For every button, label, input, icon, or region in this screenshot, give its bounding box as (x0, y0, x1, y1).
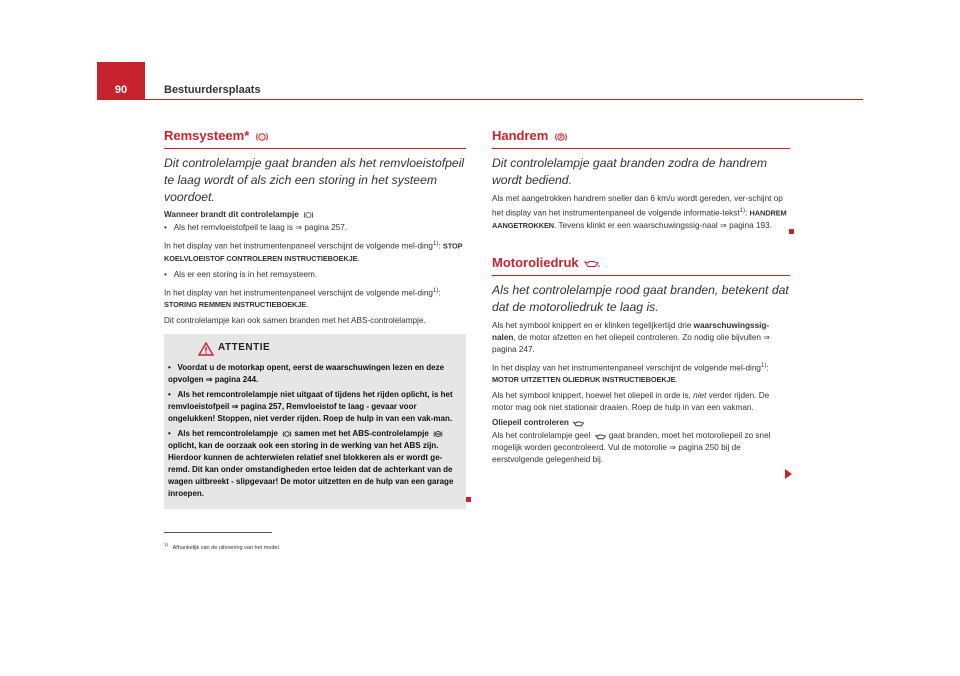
oil-can-icon (573, 420, 585, 427)
bullet-item: • Als er een storing is in het remsysteem. (164, 269, 318, 279)
footnote-ref: 1) (433, 241, 439, 247)
next-page-arrow-icon (784, 469, 792, 479)
lead-text: Dit controlelampje gaat branden zodra de handrem wordt bediend. (492, 156, 768, 187)
paragraph (492, 320, 790, 356)
text: : (438, 241, 443, 251)
abs-icon (433, 430, 443, 438)
text: . (357, 253, 360, 263)
subheading (164, 210, 466, 219)
text: Als het symbool knippert, hoewel het oliepeil in orde is, (492, 391, 691, 401)
paragraph (492, 360, 790, 387)
right-column (492, 127, 790, 470)
bullet-item: • Als het remvloeistofpeil te laag is ⇒ pagina 257. (164, 223, 348, 232)
paragraph (492, 430, 790, 466)
text: . (675, 375, 678, 385)
section-heading-handrem (492, 127, 790, 145)
text: Als het symbool knippert en er klinken tegelijkertijd drie (492, 320, 692, 330)
display-message: STORING REMMEN INSTRUCTIEBOEKJE (164, 300, 307, 310)
subheading-text: Oliepeil controleren (492, 418, 569, 428)
heading-rule (164, 148, 466, 149)
warning-title: ATTENTIE (218, 342, 271, 354)
warning-text: samen met het ABS-controlelampje (294, 429, 429, 439)
heading-rule (492, 148, 790, 149)
text: Als het controlelampje geel (492, 431, 591, 441)
svg-text:!: ! (261, 134, 263, 140)
page-number: 90 (114, 84, 128, 96)
text: gaat branden, moet het motoroliepeil zo snel mogelijk worden gecontroleerd. Vul de motorolie ⇒ pagina 250 bij de eerstvolgende gelegenheid bij. (492, 431, 771, 465)
text: . (306, 300, 309, 310)
warning-text: Als het remcontrolelampje (177, 429, 278, 439)
brake-warning-icon (282, 430, 292, 438)
subheading (492, 418, 790, 427)
lead-text: Als het controlelampje rood gaat branden, betekent dat dat de motoroliedruk te laag is. (492, 282, 789, 314)
display-message: MOTOR UITZETTEN OLIEDRUK INSTRUCTIEBOEKJE (492, 375, 676, 385)
subheading-text: Wanneer brandt dit controlelampje (164, 210, 299, 219)
paragraph (492, 193, 790, 232)
footnote-text: Afhankelijk van de uitvoering van het model. (172, 544, 281, 551)
footnote-ref: 1) (739, 208, 745, 214)
display-message: HANDREM AANGETROKKEN (492, 208, 787, 230)
bullet-text: Als er een storing is in het remsysteem. (173, 269, 318, 279)
text: , de motor afzetten en het oliepeil controleren. Zo nodig olie bijvullen ⇒ pagina 247. (492, 332, 771, 354)
warning-text: Voordat u de motorkap opent, eerst de waarschuwingen lezen en deze opvolgen ⇒ pagina 244. (168, 363, 445, 385)
footnote-marker: 1) (164, 542, 169, 547)
display-message: STOP KOELVLOEISTOF CONTROLEREN INSTRUCTIEBOEKJE (164, 241, 463, 263)
section-heading-motoroliedruk (492, 254, 790, 272)
oil-can-icon (595, 433, 607, 440)
section-end-marker (789, 229, 794, 234)
heading-text: Remsysteem* (164, 128, 250, 143)
paragraph: Dit controlelampje kan ook samen branden met het ABS-controlelampje. (164, 316, 426, 326)
left-column (164, 127, 466, 509)
warning-box (164, 334, 466, 509)
paragraph (492, 390, 790, 414)
footnote-rule (164, 532, 272, 533)
text: In het display van het instrumentenpaneel verschijnt de volgende mel-ding (164, 288, 433, 298)
text: In het display van het instrumentenpaneel verschijnt de volgende mel-ding (164, 241, 433, 251)
oil-can-icon (584, 259, 600, 268)
text: verder rijden. De motor mag ook niet stationair draaien. Roep de hulp in van een vakman. (492, 391, 770, 413)
handbrake-icon (554, 132, 568, 142)
section-heading-remsysteem (164, 127, 466, 145)
section-end-marker (466, 497, 471, 502)
paragraph (164, 238, 466, 265)
warning-bullet: • Voordat u de motorkap opent, eerst de waarschuwingen lezen en deze opvolgen ⇒ pagina 244. (168, 363, 445, 385)
paragraph (164, 285, 466, 312)
warning-bullet: • Als het remcontrolelampje niet uitgaat of tijdens het rijden oplicht, is het remvloeistofpeil ⇒ pagina 257, Remvloeistof te laag - gevaar voor ongelukken! Stoppen, niet verder rijden. Roep de hulp in van een vak-man. (168, 390, 453, 424)
text: . Tevens klinkt er een waarschuwingssig-naal ⇒ pagina 193. (554, 220, 772, 230)
header-rule (145, 99, 863, 100)
brake-warning-icon (255, 132, 269, 142)
bullet-text: Als het remvloeistofpeil te laag is ⇒ pagina 257. (173, 223, 348, 232)
heading-text: Handrem (492, 128, 549, 143)
heading-text: Motoroliedruk (492, 254, 579, 270)
italic-text: niet (693, 391, 707, 401)
lead-text: Dit controlelampje gaat branden als het remvloeistofpeil te laag wordt of als zich een storing in het systeem voordoet. (164, 156, 465, 204)
svg-text:P: P (559, 134, 563, 141)
text: In het display van het instrumentenpaneel verschijnt de volgende mel-ding (492, 363, 761, 373)
brake-warning-icon (303, 211, 314, 219)
warning-bullet: • Als het remcontrolelampje samen met het ABS-controlelampje oplicht, kan de oorzaak ook een storing in de werking van het ABS zijn. Hierdoor kunnen de achterwielen relatief snel blokkeren als er wordt ge-remd. Dit kan onder omstandigheden ertoe leiden dat de achterkant van de wagen uitbreekt - slipgevaar! De motor uitzetten en de hulp van een garage inroepen. (168, 429, 454, 499)
bold-text: waarschuwingssig-nalen (492, 320, 770, 342)
text: Als met aangetrokken handrem sneller dan 6 km/u wordt gereden, ver-schijnt op het display van het instrumentenpaneel de volgende informatie-tekst (492, 194, 783, 218)
warning-text: oplicht, kan de oorzaak ook een storing in de werking van het ABS zijn. Hierdoor kunnen de achterwielen relatief snel blokkeren als er wordt ge-remd. Dit kan onder omstandigheden ertoe leiden dat de achterkant van de wagen uitbreekt - slipgevaar! De motor uitzetten en de hulp van een garage inroepen. (168, 441, 454, 499)
text: : (438, 288, 441, 298)
spacer (492, 236, 790, 254)
text: : (766, 363, 769, 373)
footnote (164, 542, 280, 551)
page-header-title: Bestuurdersplaats (164, 84, 261, 96)
warning-header (168, 334, 462, 362)
footnote-ref: 1) (433, 287, 439, 294)
footnote-ref: 1) (761, 362, 767, 369)
warning-triangle-icon (198, 342, 214, 356)
warning-text: Als het remcontrolelampje niet uitgaat of tijdens het rijden oplicht, is het remvloeistofpeil ⇒ pagina 257, Remvloeistof te laag - gevaar voor ongelukken! Stoppen, niet verder rijden. Roep de hulp in van een vak-man. (168, 390, 453, 424)
heading-rule (492, 275, 790, 276)
text: : (744, 208, 750, 218)
